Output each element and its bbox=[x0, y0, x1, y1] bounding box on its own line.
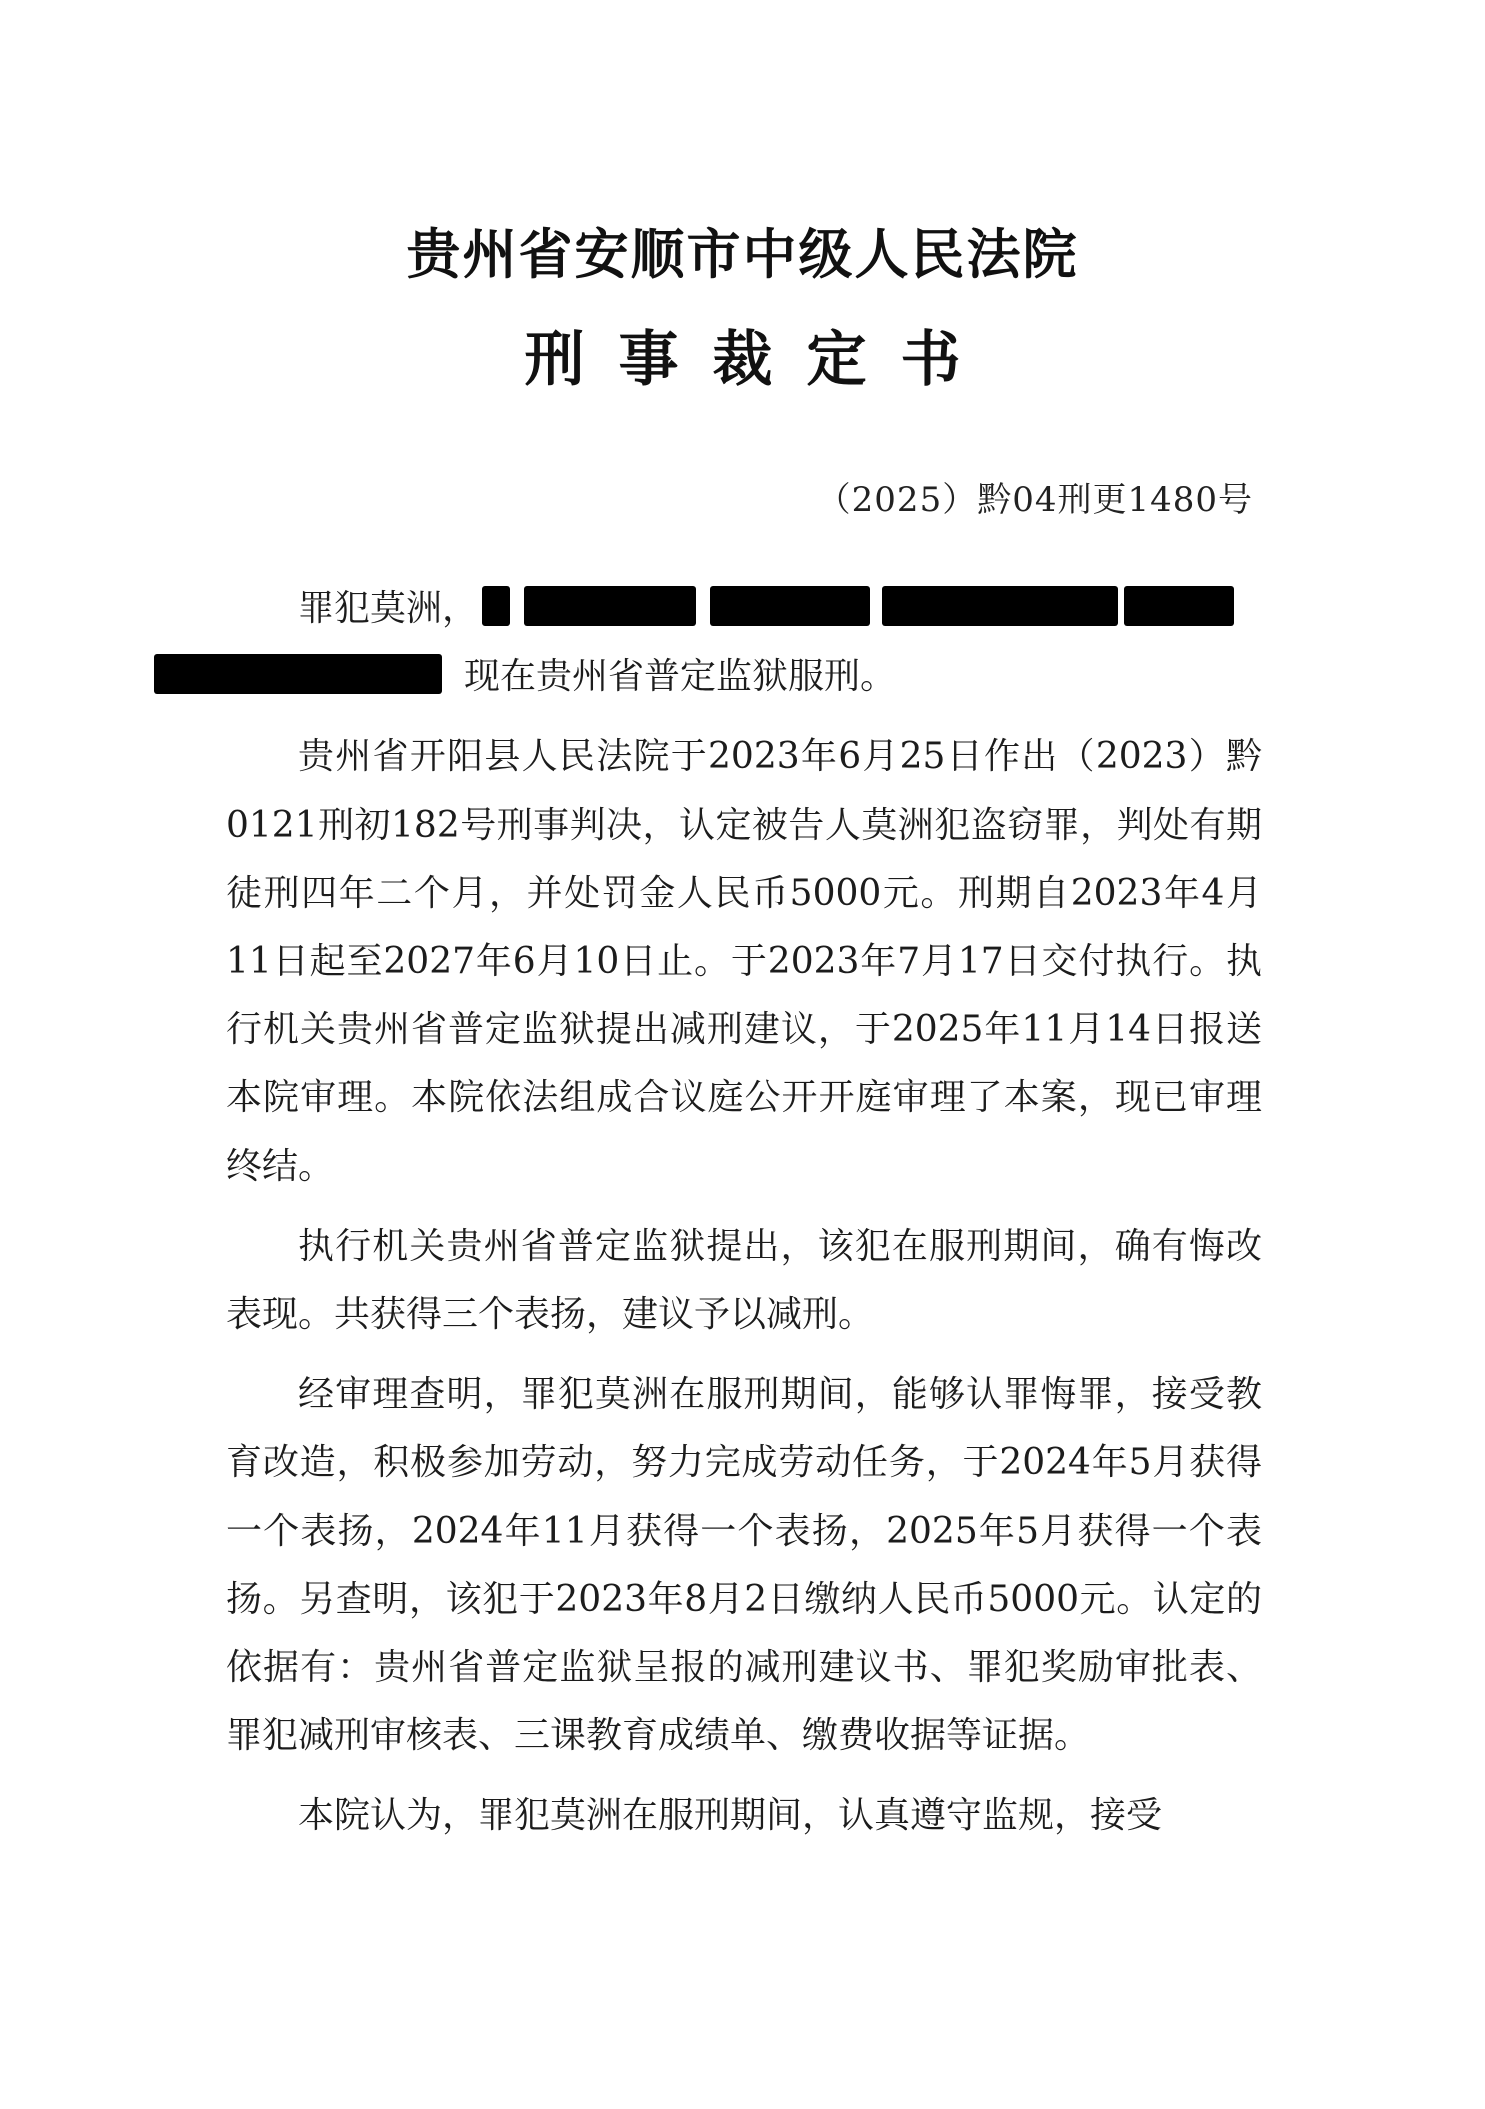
document-body bbox=[226, 575, 1262, 1863]
defendant-lead: 罪犯莫洲， bbox=[298, 588, 479, 629]
redaction-block bbox=[154, 654, 442, 694]
paragraph-defendant bbox=[226, 575, 1262, 711]
case-number: （2025）黔04刑更1480号 bbox=[816, 480, 1253, 520]
paragraph-findings: 经审理查明，罪犯莫洲在服刑期间，能够认罪悔罪，接受教育改造，积极参加劳动，努力完成劳动任务，于2024年5月获得一个表扬，2024年11月获得一个表扬，2025年5月获得一个表扬。另查明，该犯于2023年8月2日缴纳人民币5000元。认定的依据有：贵州省普定监狱呈报的减刑建议书、罪犯奖励审批表、罪犯减刑审核表、三课教育成绩单、缴费收据等证据。 bbox=[226, 1374, 1262, 1757]
court-name: 贵州省安顺市中级人民法院 bbox=[406, 223, 1079, 286]
redaction-block bbox=[710, 586, 870, 626]
redaction-block bbox=[524, 586, 696, 626]
redaction-block bbox=[882, 586, 1118, 626]
redaction-block bbox=[482, 586, 510, 626]
paragraph-opinion: 本院认为，罪犯莫洲在服刑期间，认真遵守监规，接受 bbox=[298, 1795, 1163, 1837]
paragraph-proposal: 执行机关贵州省普定监狱提出，该犯在服刑期间，确有悔改表现。共获得三个表扬，建议予以减刑。 bbox=[226, 1225, 1262, 1336]
defendant-tail: 现在贵州省普定监狱服刑。 bbox=[464, 656, 897, 698]
paragraph-judgment: 贵州省开阳县人民法院于2023年6月25日作出（2023）黔0121刑初182号刑事判决，认定被告人莫洲犯盗窃罪，判处有期徒刑四年二个月，并处罚金人民币5000元。刑期自2023年4月11日起至2027年6月10日止。于2023年7月17日交付执行。执行机关贵州省普定监狱提出减刑建议，于2025年11月14日报送本院审理。本院依法组成合议庭公开开庭审理了本案，现已审理终结。 bbox=[226, 736, 1262, 1187]
redaction-block bbox=[1124, 586, 1234, 626]
document-title: 刑事裁定书 bbox=[524, 325, 995, 395]
